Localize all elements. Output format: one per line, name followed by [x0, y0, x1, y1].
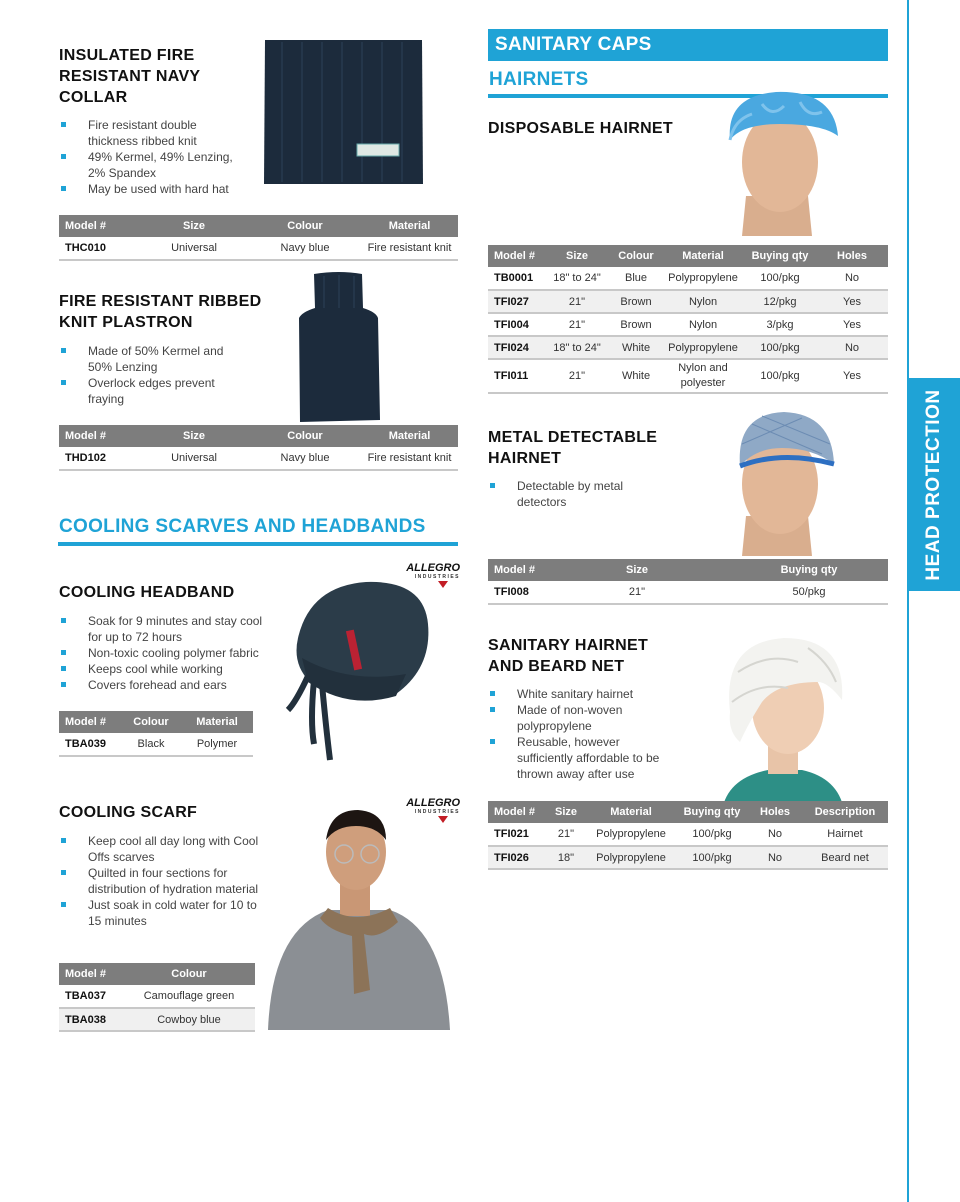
allegro-logo: ALLEGRO INDUSTRIES: [376, 797, 460, 823]
metal-hairnet-image: [712, 404, 842, 556]
table-row: TFI011 21" White Nylon and polyester 100/pkg Yes: [488, 359, 888, 393]
list-item: Covers forehead and ears: [59, 677, 269, 693]
table-row: TFI027 21" Brown Nylon 12/pkg Yes: [488, 290, 888, 313]
beard-net-title: SANITARY HAIRNET AND BEARD NET: [488, 637, 649, 675]
table-row: TFI021 21" Polypropylene 100/pkg No Hairnet: [488, 823, 888, 846]
table-row: TB0001 18" to 24" Blue Polypropylene 100/pkg No: [488, 267, 888, 290]
table-row: TFI024 18" to 24" White Polypropylene 100/pkg No: [488, 336, 888, 359]
headband-product-image: [278, 572, 438, 764]
list-item: Quilted in four sections for distribution of hydration material: [59, 865, 259, 897]
sanitary-caps-banner: SANITARY CAPS: [488, 29, 888, 61]
plastron-features: [59, 343, 239, 407]
beard-net-table: Model # Size Material Buying qty Holes Description TFI021 21" Polypropylene 100/pkg No Hairnet TFI026 18" Polypropylene 100/pkg No Beard net: [488, 801, 888, 870]
metal-hairnet-table: Model # Size Buying qty TFI008 21" 50/pkg: [488, 559, 888, 605]
disposable-hairnet-table: Model # Size Colour Material Buying qty Holes TB0001 18" to 24" Blue Polypropylene 100/pkg No TFI027 21" Brown Nylon 12/pkg Yes TFI004 21" Brown Nylon 3/pkg Yes TFI024 18" to 24" White Polypropylene 100/pkg No TFI011 21" White Nylon and polyester 100/pkg Yes: [488, 245, 888, 394]
headband-spec-table: Model # Colour Material TBA039 Black Polymer: [59, 711, 253, 757]
scarf-spec-table: Model # Colour TBA037 Camouflage green TBA038 Cowboy blue: [59, 963, 255, 1032]
allegro-logo: ALLEGRO INDUSTRIES: [376, 562, 460, 588]
table-row: THC010 Universal Navy blue Fire resistant knit: [59, 237, 458, 260]
metal-hairnet-title: METAL DETECTABLE HAIRNET: [488, 429, 658, 467]
table-row: TBA039 Black Polymer: [59, 733, 253, 756]
list-item: Reusable, however sufficiently affordable to be thrown away after use: [488, 734, 673, 782]
list-item: Non-toxic cooling polymer fabric: [59, 645, 269, 661]
collar-title: INSULATED FIRE RESISTANT NAVY COLLAR: [59, 47, 201, 106]
beard-net-model-photo: [718, 632, 848, 810]
table-row: TFI008 21" 50/pkg: [488, 581, 888, 604]
scarf-title: COOLING SCARF: [59, 804, 198, 821]
list-item: May be used with hard hat: [59, 181, 239, 197]
plastron-spec-table: Model # Size Colour Material THD102 Universal Navy blue Fire resistant knit: [59, 425, 458, 471]
table-row: TFI004 21" Brown Nylon 3/pkg Yes: [488, 313, 888, 336]
table-row: TBA037 Camouflage green: [59, 985, 255, 1008]
list-item: Just soak in cold water for 10 to 15 minutes: [59, 897, 259, 929]
list-item: Overlock edges prevent fraying: [59, 375, 239, 407]
table-row: TFI026 18" Polypropylene 100/pkg No Beard net: [488, 846, 888, 869]
cooling-section-heading: COOLING SCARVES AND HEADBANDS: [59, 516, 426, 537]
list-item: White sanitary hairnet: [488, 686, 673, 702]
cooling-section-rule: [58, 542, 458, 546]
hairnets-heading: HAIRNETS: [489, 69, 589, 90]
right-edge-line: [907, 0, 909, 1202]
list-item: Soak for 9 minutes and stay cool for up to 72 hours: [59, 613, 269, 645]
list-item: Made of 50% Kermel and 50% Lenzing: [59, 343, 239, 375]
disposable-hairnet-image: [712, 84, 842, 236]
plastron-title: FIRE RESISTANT RIBBED KNIT PLASTRON: [59, 293, 262, 331]
section-side-tab: [908, 378, 960, 591]
collar-features: [59, 117, 239, 197]
side-tab-label: HEAD PROTECTION: [923, 388, 944, 581]
headband-features: [59, 613, 269, 693]
list-item: Fire resistant double thickness ribbed knit: [59, 117, 239, 149]
collar-spec-table: Model # Size Colour Material THC010 Universal Navy blue Fire resistant knit: [59, 215, 458, 261]
plastron-product-image: [296, 272, 382, 424]
collar-product-image: [262, 38, 425, 186]
scarf-features: [59, 833, 259, 929]
headband-title: COOLING HEADBAND: [59, 584, 235, 601]
disposable-hairnet-title: DISPOSABLE HAIRNET: [488, 120, 673, 137]
scarf-model-photo: [258, 800, 454, 1030]
list-item: Detectable by metal detectors: [488, 478, 648, 510]
table-row: THD102 Universal Navy blue Fire resistant knit: [59, 447, 458, 470]
list-item: Made of non-woven polypropylene: [488, 702, 673, 734]
beard-net-features: [488, 686, 673, 782]
table-row: TBA038 Cowboy blue: [59, 1008, 255, 1031]
list-item: 49% Kermel, 49% Lenzing, 2% Spandex: [59, 149, 239, 181]
metal-hairnet-features: [488, 478, 648, 510]
list-item: Keeps cool while working: [59, 661, 269, 677]
list-item: Keep cool all day long with Cool Offs scarves: [59, 833, 259, 865]
